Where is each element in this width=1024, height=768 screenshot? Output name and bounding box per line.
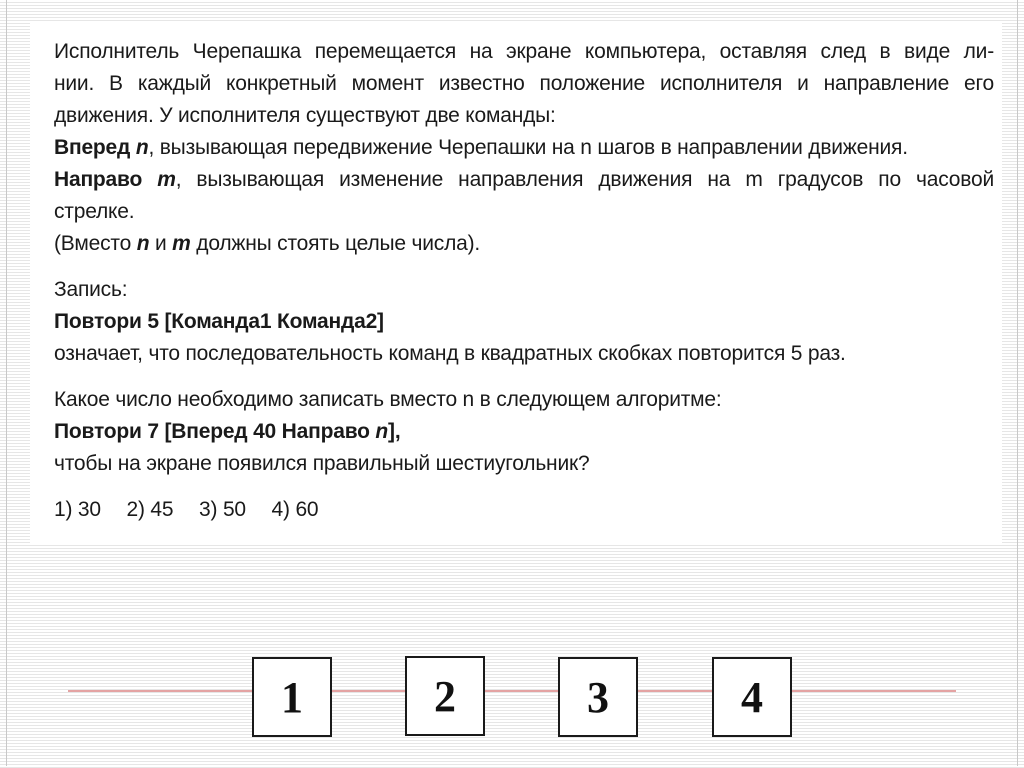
algorithm-suffix: ], [388, 420, 401, 443]
intro-line-2: нии. В каждый конкретный момент известно положение исполнителя и направление его [54, 72, 994, 95]
option-4: 4) 60 [271, 498, 319, 521]
option-2: 2) 45 [126, 498, 174, 521]
command-forward-param: n [135, 136, 149, 159]
note-close: должны стоять целые числа). [190, 232, 481, 255]
integer-note [54, 228, 994, 260]
note-m: m [172, 232, 191, 255]
command-forward [54, 132, 994, 164]
question-line-1: Какое число необходимо записать вместо n в следующем алгоритме: [54, 388, 722, 411]
command-right-text: , вызывающая изменение направления движения на m градусов по часовой [175, 168, 995, 191]
command-right [54, 164, 994, 196]
answer-button-2[interactable]: 2 [405, 656, 485, 736]
record-meaning: означает, что последовательность команд в квадратных скобках повторится 5 раз. [54, 342, 846, 365]
answer-divider-line [68, 690, 956, 692]
command-right-param: m [157, 168, 176, 191]
command-right-keyword: Направо [54, 168, 143, 191]
problem-panel [30, 22, 1002, 544]
note-n: n [136, 232, 150, 255]
answer-button-4[interactable]: 4 [712, 657, 792, 737]
command-forward-text: , вызывающая передвижение Черепашки на n шагов в направлении движения. [148, 136, 908, 159]
answer-button-1[interactable]: 1 [252, 657, 332, 737]
record-label: Запись: [54, 278, 128, 301]
answer-options [54, 494, 994, 526]
option-1: 1) 30 [54, 498, 101, 521]
algorithm-param: n [375, 420, 389, 443]
answer-button-3[interactable]: 3 [558, 657, 638, 737]
intro-line-3: движения. У исполнителя существуют две команды: [54, 104, 556, 127]
intro-line-1: Исполнитель Черепашка перемещается на экране компьютера, оставляя след в виде ли- [54, 40, 994, 63]
question-line-3: чтобы на экране появился правильный шестиугольник? [54, 452, 590, 475]
record-example: Повтори 5 [Команда1 Команда2] [54, 310, 384, 333]
note-open: (Вместо [54, 232, 137, 255]
note-and: и [149, 232, 173, 255]
command-right-cont: стрелке. [54, 200, 135, 223]
problem-text [54, 36, 994, 526]
command-forward-keyword: Вперед [54, 136, 131, 159]
question-algorithm [54, 416, 994, 448]
algorithm-prefix: Повтори 7 [Вперед 40 Направо [54, 420, 376, 443]
option-3: 3) 50 [199, 498, 246, 521]
